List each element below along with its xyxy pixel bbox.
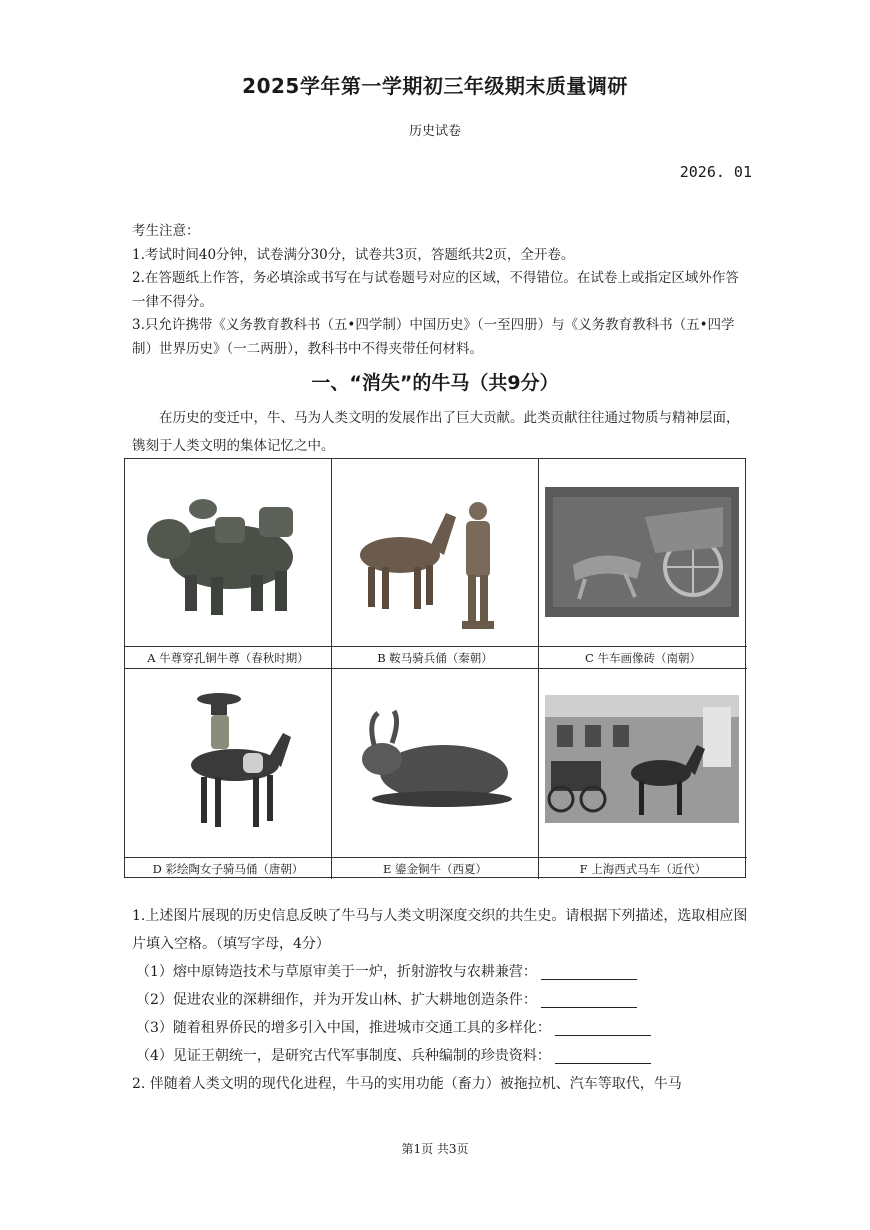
question-1-item-text: （4）见证王朝统一，是研究古代军事制度、兵种编制的珍贵资料： — [136, 1048, 551, 1064]
section-title: 一、“消失”的牛马（共9分） — [311, 372, 559, 394]
figure-a — [125, 459, 332, 669]
figure-d-caption: D 彩绘陶女子骑马俑（唐朝） — [125, 857, 331, 879]
figure-c-caption: C 牛车画像砖（南朝） — [539, 646, 747, 668]
figure-f — [539, 669, 747, 879]
question-1-item-text: （3）随着租界侨民的增多引入中国，推进城市交通工具的多样化： — [136, 1020, 551, 1036]
figure-e — [332, 669, 539, 879]
question-1-item — [132, 1014, 752, 1042]
answer-blank-4[interactable] — [555, 1049, 651, 1064]
question-1-item-text: （2）促进农业的深耕细作，并为开发山林、扩大耕地创造条件： — [136, 992, 537, 1008]
notice-heading: 考生注意： — [132, 223, 200, 239]
answer-blank-2[interactable] — [541, 993, 637, 1008]
question-1-item — [132, 986, 752, 1014]
notice-item-2: 2.在答题纸上作答，务必填涂或书写在与试卷题号对应的区域，不得错位。在试卷上或指定区域外作答一律不得分。 — [132, 270, 739, 310]
exam-title: 2025学年第一学期初三年级期末质量调研 — [242, 74, 628, 98]
notice-item-1: 1.考试时间40分钟，试卷满分30分，试卷共3页，答题纸共2页，全开卷。 — [132, 246, 575, 263]
figure-d — [125, 669, 332, 879]
figure-b-caption: B 鞍马骑兵俑（秦朝） — [332, 646, 538, 668]
tang-female-rider-icon — [131, 677, 325, 857]
answer-blank-1[interactable] — [541, 965, 637, 980]
figure-a-caption: A 牛尊穿孔铜牛尊（春秋时期） — [125, 646, 331, 668]
gilded-bronze-ox-icon — [338, 677, 532, 857]
question-1-item-text: （1）熔中原铸造技术与草原审美于一炉，折射游牧与农耕兼营： — [136, 964, 537, 980]
figure-f-caption: F 上海西式马车（近代） — [539, 857, 747, 879]
question-1: 1.上述图片展现的历史信息反映了牛马与人类文明深度交织的共生史。请根据下列描述，选取相应图片填入空格。（填写字母，4分） — [132, 908, 748, 952]
bronze-ox-vessel-icon — [131, 467, 325, 647]
candidate-notice — [132, 220, 752, 361]
figure-e-caption: E 鎏金铜牛（西夏） — [332, 857, 538, 879]
ox-cart-relief-icon — [545, 467, 739, 647]
western-carriage-icon — [545, 677, 739, 857]
page-footer: 第1页 共3页 — [401, 1142, 469, 1156]
question-1-item — [132, 958, 752, 986]
section-intro: 在历史的变迁中，牛、马为人类文明的发展作出了巨大贡献。此类贡献往往通过物质与精神层面，镌刻于人类文明的集体记忆之中。 — [132, 410, 740, 454]
notice-item-3: 3.只允许携带《义务教育教科书（五•四学制）中国历史》（一至四册）与《义务教育教科书（五•四学制）世界历史》（一二两册），教科书中不得夹带任何材料。 — [132, 317, 735, 357]
figure-grid — [124, 458, 746, 878]
exam-date: 2026. 01 — [679, 163, 752, 181]
terracotta-horse-warrior-icon — [338, 467, 532, 647]
figure-c — [539, 459, 747, 669]
figure-b — [332, 459, 539, 669]
question-1-item — [132, 1042, 752, 1070]
exam-subtitle: 历史试卷 — [408, 124, 461, 139]
question-block — [132, 902, 752, 1098]
question-2: 2. 伴随着人类文明的现代化进程，牛马的实用功能（畜力）被拖拉机、汽车等取代，牛马 — [132, 1076, 682, 1092]
answer-blank-3[interactable] — [555, 1021, 651, 1036]
